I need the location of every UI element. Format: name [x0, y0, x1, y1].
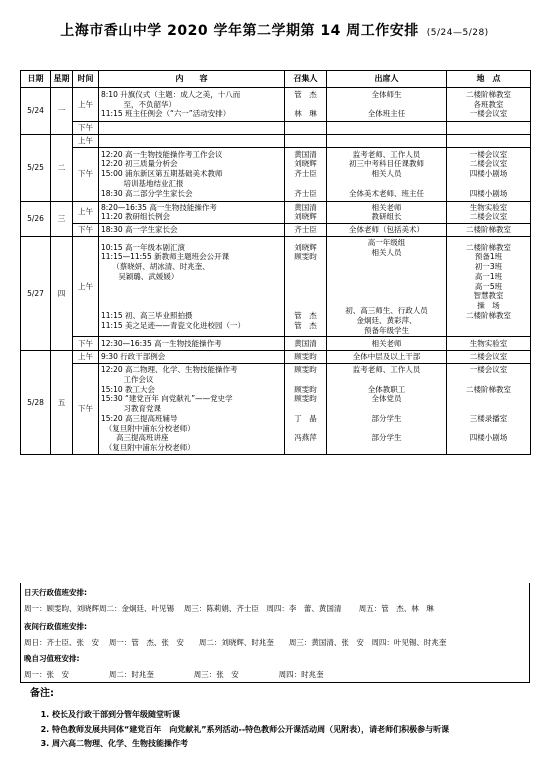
location-cell-line: [449, 179, 528, 189]
content-cell: [99, 88, 285, 122]
date-cell: 5/28: [21, 351, 51, 455]
location-cell-line: 高一1班: [474, 271, 503, 281]
content-cell-line: 15:00 浦东新区第五期基础美术教师: [101, 169, 223, 179]
location-cell-line: 二楼阶梯教室: [466, 89, 511, 99]
location-cell-line: 初一3班: [474, 262, 503, 272]
evening-duty-heading: 晚自习值班安排:: [24, 654, 80, 663]
convener-cell: [285, 364, 327, 455]
convener-cell-line: 齐士臣: [294, 169, 317, 179]
content-cell: [99, 224, 285, 237]
note-item: 2. 特色教师发展共同体“建党百年 向党献礼”系列活动--特色教师公开课活动周（见附表），请老师们积极参与听课: [52, 724, 530, 736]
location-cell-line: 四楼小剧场: [469, 169, 508, 179]
attendees-cell-line: 全体教职工: [367, 384, 406, 394]
content-cell: [99, 351, 285, 364]
location-cell-line: [449, 443, 528, 453]
content-cell-line: 12:20 初三质量分析会: [101, 159, 178, 169]
schedule-row: [21, 224, 531, 237]
attendees-cell-line: 相关老师: [371, 202, 402, 212]
location-cell-line: [449, 375, 528, 385]
attendees-cell-line: 全体班主任: [367, 109, 406, 119]
attendees-cell-line: [329, 267, 444, 277]
content-cell-line: 18:30 高二部分学生家长会: [101, 188, 193, 198]
location-cell-line: 二楼会议室: [469, 212, 508, 222]
convener-cell-line: [287, 282, 324, 292]
note-item: 1. 校长及行政干部到分管年级随堂听课: [52, 709, 530, 721]
location-cell-line: 预备1班: [474, 252, 503, 262]
content-cell-line: 工作会议: [101, 374, 154, 384]
convener-cell-line: 顾雯昀: [294, 365, 317, 374]
attendees-cell-line: 相关老师: [371, 338, 402, 348]
location-cell: [447, 134, 531, 147]
schedule-table: [20, 70, 531, 455]
schedule-row: [21, 201, 531, 224]
attendees-cell-line: 监考老师、工作人员: [352, 149, 421, 159]
time-cell: 下午: [73, 122, 99, 135]
schedule-row: [21, 134, 531, 147]
location-cell-line: [449, 394, 528, 404]
convener-cell-line: [287, 272, 324, 282]
schedule-row: [21, 236, 531, 337]
note-item: 3. 周六高二物理、化学、生物技能操作考: [52, 738, 530, 750]
attendees-cell-line: 部分学生: [371, 433, 402, 443]
weekday-cell: 一: [51, 88, 73, 135]
time-cell: 上午: [73, 351, 99, 364]
content-cell-line: 18:30 高一学生家长会: [101, 225, 178, 234]
location-cell: [447, 122, 531, 135]
content-cell-line: （复旦附中浦东分校老师）: [101, 443, 195, 452]
attendees-cell-line: [329, 443, 444, 453]
location-cell-line: 三楼录播室: [469, 413, 508, 423]
convener-cell-line: [287, 443, 324, 453]
duty-section: [20, 583, 530, 683]
attendees-cell-line: [329, 100, 444, 110]
attendees-cell-line: [329, 424, 444, 434]
content-cell-line: 11:20 教研组长例会: [101, 212, 170, 222]
location-cell-line: 二楼阶梯教室: [466, 225, 511, 234]
convener-cell-line: [287, 179, 324, 189]
attendees-cell: [327, 224, 447, 237]
night-duty-row: 周日：齐士臣、张 安 周一：管 杰、张 安 周二：刘晓辉、时兆奎 周三：黄国清、张 安 周四：叶见锡、时兆奎: [24, 638, 447, 647]
content-cell-line: [101, 282, 282, 292]
content-cell-line: 11:15 美之足迹——青瓷文化进校园（一）: [101, 320, 245, 330]
attendees-cell: [327, 201, 447, 224]
convener-cell-line: 刘晓辉: [294, 212, 317, 222]
convener-cell: [285, 88, 327, 122]
attendees-cell-line: 金炯廷、黄彩萍、: [356, 315, 417, 325]
convener-cell-line: 林 琳: [294, 109, 317, 119]
attendees-cell-line: [329, 287, 444, 297]
convener-cell-line: 刘晓辉: [294, 242, 317, 252]
location-cell-line: 二楼阶梯教室: [466, 384, 511, 394]
header-time: 时间: [73, 71, 99, 88]
convener-cell-line: 齐士臣: [294, 188, 317, 198]
schedule-row: [21, 147, 531, 201]
convener-cell: [285, 337, 327, 351]
attendees-cell-line: [329, 404, 444, 414]
content-cell-line: 12:30—16:35 高一生物技能操作考: [101, 338, 222, 348]
weekday-cell: 二: [51, 134, 73, 201]
day-duty-heading: 日天行政值班安排:: [24, 588, 87, 597]
convener-cell-line: 管 杰: [294, 310, 317, 320]
content-cell-line: 吴颖璐、武媛媛）: [101, 271, 179, 281]
convener-cell-line: 黄国清: [294, 338, 317, 348]
content-cell-line: 培训基地结业汇报: [101, 178, 184, 188]
header-content: 内 容: [99, 71, 285, 88]
content-cell-line: 至，不负韶华）: [101, 99, 176, 109]
convener-cell-line: 齐士臣: [294, 225, 317, 234]
location-cell: [447, 236, 531, 337]
convener-cell-line: 管 杰: [294, 89, 317, 99]
location-cell-line: 一楼会议室: [469, 149, 508, 159]
date-cell: 5/27: [21, 236, 51, 351]
content-cell-line: 高三提高班讲座: [101, 433, 169, 443]
convener-cell-line: 顾雯昀: [294, 384, 317, 394]
time-cell: 上午: [73, 88, 99, 122]
content-cell: [99, 201, 285, 224]
content-cell-line: 9:30 行政干部例会: [101, 352, 166, 362]
header-date: 日期: [21, 71, 51, 88]
title-text: 上海市香山中学 2020 学年第二学期第 14 周工作安排: [60, 23, 419, 39]
content-cell-line: 11:15 初、高三毕业照拍摄: [101, 310, 193, 320]
attendees-cell: [327, 337, 447, 351]
weekday-cell: 四: [51, 236, 73, 351]
attendees-cell-line: [329, 257, 444, 267]
evening-duty-row: 周一：张 安 周二：时兆奎 周三：张 安 周四：时兆奎: [24, 670, 324, 679]
attendees-cell-line: 全体美术老师、班主任: [349, 188, 424, 198]
schedule-row: [21, 337, 531, 351]
convener-cell: [285, 134, 327, 147]
attendees-cell: [327, 147, 447, 201]
header-weekday: 星期: [51, 71, 73, 88]
location-cell-line: [449, 321, 528, 331]
location-cell: [447, 224, 531, 237]
time-cell: 下午: [73, 337, 99, 351]
notes-list: [30, 709, 530, 750]
header-row: [21, 71, 531, 88]
notes-section: [30, 684, 530, 753]
time-cell: 上午: [73, 134, 99, 147]
weekday-cell: 三: [51, 201, 73, 236]
day-duty-row: 周一：顾雯昀、刘晓辉周二：金炯廷、叶见锡 周三：陈莉娟、齐士臣 周四：李 蕾、黄国清 周五：管 杰、林 琳: [24, 604, 434, 613]
convener-cell: [285, 201, 327, 224]
convener-cell-line: [287, 424, 324, 434]
location-cell-line: 高一5班: [474, 281, 503, 291]
content-cell: [99, 236, 285, 337]
convener-cell-line: 管 杰: [294, 320, 317, 330]
attendees-cell-line: 相关人员: [371, 247, 402, 257]
content-cell-line: 15:30 “建党百年 向党献礼”——党史学: [101, 394, 233, 404]
convener-cell: [285, 147, 327, 201]
content-cell: [99, 147, 285, 201]
location-cell: [447, 351, 531, 364]
content-cell-line: [101, 301, 282, 311]
attendees-cell-line: 全体师生: [371, 89, 402, 99]
location-cell: [447, 201, 531, 224]
attendees-cell-line: [329, 277, 444, 287]
convener-cell-line: [287, 301, 324, 311]
convener-cell-line: 黄国清: [294, 149, 317, 159]
convener-cell-line: 冯燕萍: [294, 433, 317, 443]
date-cell: 5/25: [21, 134, 51, 201]
convener-cell-line: 丁 晶: [294, 413, 317, 423]
location-cell-line: 四楼小剧场: [469, 433, 508, 443]
convener-cell-line: [287, 100, 324, 110]
content-cell-line: （蔡晓妍、胡冰清、时兆奎、: [101, 262, 210, 272]
page-title: [0, 20, 549, 40]
time-cell: 下午: [73, 147, 99, 201]
location-cell-line: 智慧教室: [473, 291, 504, 301]
content-cell-line: [101, 291, 282, 301]
convener-cell-line: [287, 375, 324, 385]
attendees-cell-line: [329, 375, 444, 385]
attendees-cell-line: [329, 179, 444, 189]
location-cell: [447, 364, 531, 455]
attendees-cell-line: 预备年级学生: [364, 325, 409, 335]
attendees-cell-line: 教研组长: [371, 212, 402, 222]
convener-cell-line: 顾雯昀: [294, 394, 317, 404]
convener-cell: [285, 351, 327, 364]
convener-cell-line: 刘晓辉: [294, 159, 317, 169]
convener-cell: [285, 224, 327, 237]
location-cell-line: 各班教室: [473, 99, 504, 109]
date-cell: 5/24: [21, 88, 51, 135]
location-cell-line: [449, 424, 528, 434]
content-cell: [99, 337, 285, 351]
convener-cell-line: [287, 404, 324, 414]
location-cell-line: 二楼阶梯教室: [466, 242, 511, 252]
night-duty-heading: 夜间行政值班安排:: [24, 622, 87, 631]
convener-cell-line: 顾雯昀: [294, 352, 317, 362]
location-cell-line: 生物实验室: [469, 202, 508, 212]
header-convener: 召集人: [285, 71, 327, 88]
notes-heading: 备注:: [30, 688, 54, 699]
location-cell-line: 操 场: [477, 301, 500, 311]
convener-cell: [285, 236, 327, 337]
attendees-cell: [327, 88, 447, 122]
attendees-cell-line: 相关人员: [371, 169, 402, 179]
location-cell: [447, 147, 531, 201]
convener-cell-line: [287, 262, 324, 272]
schedule-row: [21, 364, 531, 455]
content-cell: [99, 364, 285, 455]
date-cell: 5/26: [21, 201, 51, 236]
title-date-range: (5/24—5/28): [426, 28, 489, 38]
content-cell-line: 11:15 班主任例会（“六一”活动安排）: [101, 109, 231, 119]
content-cell-line: （复旦附中浦东分校老师）: [101, 423, 195, 433]
time-cell: 下午: [73, 224, 99, 237]
content-cell-line: 10:15 高一年级本剧汇演: [101, 242, 185, 252]
schedule-row: [21, 351, 531, 364]
location-cell-line: 二楼阶梯教室: [466, 310, 511, 320]
attendees-cell: [327, 236, 447, 337]
location-cell-line: 二楼会议室: [469, 352, 508, 362]
content-cell-line: 12:20 高二物理、化学、生物技能操作考: [101, 365, 238, 374]
location-cell-line: 生物实验室: [469, 338, 508, 348]
convener-cell-line: 顾雯昀: [294, 252, 317, 262]
content-cell-line: 15:20 高三提高班辅导: [101, 413, 178, 423]
schedule-row: [21, 88, 531, 122]
content-cell-line: 11:15—11:55 新教师主题班会公开课: [101, 252, 230, 262]
location-cell: [447, 337, 531, 351]
attendees-cell-line: 全体党员: [371, 394, 402, 404]
header-attendees: 出席人: [327, 71, 447, 88]
attendees-cell: [327, 364, 447, 455]
header-location: 地 点: [447, 71, 531, 88]
content-cell-line: 8:10 升旗仪式（主题：成人之美，十八而: [101, 89, 241, 99]
content-cell: [99, 122, 285, 135]
time-cell: 下午: [73, 364, 99, 455]
time-cell: 上午: [73, 201, 99, 224]
schedule-row: [21, 122, 531, 135]
content-cell-line: 15:10 教工大会: [101, 384, 155, 394]
attendees-cell-line: 全体老师（包括美术）: [349, 225, 424, 234]
attendees-cell-line: 监考老师、工作人员: [352, 365, 421, 374]
location-cell-line: 四楼小剧场: [469, 188, 508, 198]
attendees-cell: [327, 122, 447, 135]
attendees-cell-line: 高一年级组: [367, 237, 406, 247]
weekday-cell: 五: [51, 351, 73, 455]
convener-cell: [285, 122, 327, 135]
attendees-cell-line: 初、高三师生、行政人员: [345, 306, 428, 315]
location-cell-line: 一楼会议室: [469, 365, 508, 374]
location-cell-line: 一楼会议室: [469, 109, 508, 119]
attendees-cell-line: 全体中层及以上干部: [352, 352, 421, 362]
location-cell-line: [449, 404, 528, 414]
attendees-cell-line: 初三中考科目任课教师: [349, 159, 424, 169]
attendees-cell: [327, 351, 447, 364]
convener-cell-line: [287, 291, 324, 301]
attendees-cell: [327, 134, 447, 147]
attendees-cell-line: 部分学生: [371, 413, 402, 423]
location-cell-line: 二楼会议室: [469, 159, 508, 169]
attendees-cell-line: [329, 296, 444, 306]
time-cell: 上午: [73, 236, 99, 337]
convener-cell-line: 黄国清: [294, 202, 317, 212]
location-cell: [447, 88, 531, 122]
content-cell: [99, 134, 285, 147]
content-cell-line: 习教育党课: [101, 404, 161, 413]
content-cell-line: 12:20 高一生物技能操作考工作会议: [101, 149, 223, 159]
content-cell-line: 8:20—16:35 高一生物技能操作考: [101, 202, 217, 212]
